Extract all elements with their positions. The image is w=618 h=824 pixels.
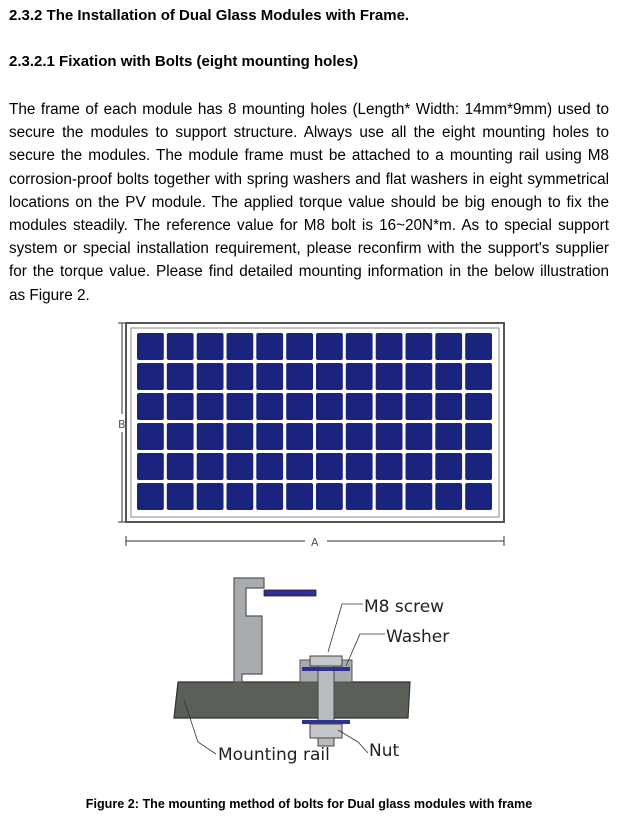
section-heading: 2.3.2 The Installation of Dual Glass Modules with Frame.: [9, 7, 410, 24]
solar-cell: [465, 393, 492, 420]
subsection-heading: 2.3.2.1 Fixation with Bolts (eight mounting holes): [9, 53, 359, 70]
solar-cell: [227, 393, 254, 420]
solar-cell: [286, 483, 313, 510]
solar-cell: [376, 363, 403, 390]
solar-cell: [316, 423, 343, 450]
solar-cell: [137, 393, 164, 420]
solar-cell: [137, 423, 164, 450]
solar-cell: [286, 393, 313, 420]
solar-cell: [167, 483, 194, 510]
m8-screw-label: M8 screw: [364, 597, 445, 617]
solar-cell: [167, 363, 194, 390]
solar-cell: [435, 333, 462, 360]
solar-cell: [465, 363, 492, 390]
solar-cell: [435, 453, 462, 480]
solar-cell: [406, 423, 433, 450]
solar-cell: [137, 483, 164, 510]
nut: [310, 724, 342, 738]
solar-cell: [197, 363, 224, 390]
solar-cell: [435, 483, 462, 510]
solar-cell: [286, 423, 313, 450]
dimension-b-label: B: [118, 418, 126, 431]
solar-cell: [435, 423, 462, 450]
solar-cell: [227, 423, 254, 450]
solar-cell: [197, 423, 224, 450]
solar-cell: [316, 363, 343, 390]
solar-cell: [256, 393, 283, 420]
solar-cell: [316, 393, 343, 420]
solar-cell: [376, 453, 403, 480]
solar-cell: [406, 483, 433, 510]
mounting-rail: [174, 682, 410, 718]
solar-cell: [346, 423, 373, 450]
solar-cell: [406, 453, 433, 480]
solar-cell: [256, 363, 283, 390]
solar-cell: [256, 453, 283, 480]
solar-cell: [227, 333, 254, 360]
solar-cell: [286, 453, 313, 480]
solar-cell: [346, 363, 373, 390]
solar-cell: [435, 363, 462, 390]
solar-cell: [286, 363, 313, 390]
solar-cell: [376, 483, 403, 510]
frame-bracket: [234, 578, 264, 682]
solar-cell: [167, 393, 194, 420]
solar-cell: [346, 483, 373, 510]
bolt-mounting-figure: [160, 572, 460, 772]
solar-cell: [137, 333, 164, 360]
figure-caption: Figure 2: The mounting method of bolts for Dual glass modules with frame: [85, 797, 533, 811]
solar-cell: [316, 333, 343, 360]
solar-cell: [346, 393, 373, 420]
module-glass-edge: [264, 590, 316, 596]
solar-cell: [406, 333, 433, 360]
solar-cell: [376, 333, 403, 360]
nut-label: Nut: [369, 741, 400, 761]
solar-cell: [465, 483, 492, 510]
solar-cell: [167, 453, 194, 480]
solar-cell: [406, 363, 433, 390]
solar-cell: [167, 333, 194, 360]
solar-cell: [256, 423, 283, 450]
solar-cell: [227, 483, 254, 510]
solar-cell: [346, 333, 373, 360]
solar-cell: [137, 363, 164, 390]
body-paragraph: The frame of each module has 8 mounting holes (Length* Width: 14mm*9mm) used to secure the modules to support structure. Always use all the eight mounting holes to secure the modules. The module frame must be attached to a mounting rail using M8 corrosion-proof bolts together with spring washers and flat washers in eight symmetrical locations on the PV module. The applied torque value should be big enough to fix the modules steadily. The reference value for M8 bolt is 16~20N*m. As to special support system or special installation requirement, please reconfirm with the support's supplier for the torque value. Please find detailed mounting information in the below illustration as Figure 2.: [9, 101, 609, 304]
solar-cell: [465, 423, 492, 450]
solar-cell: [197, 453, 224, 480]
solar-cell: [197, 333, 224, 360]
solar-cell: [227, 363, 254, 390]
solar-cell: [435, 393, 462, 420]
washer-label: Washer: [386, 627, 450, 647]
solar-cell: [406, 393, 433, 420]
solar-cell: [167, 423, 194, 450]
solar-cell: [256, 483, 283, 510]
dimension-a-label: A: [311, 536, 319, 549]
mounting-rail-label: Mounting rail: [218, 745, 330, 765]
solar-cell: [316, 453, 343, 480]
solar-cell: [376, 423, 403, 450]
solar-cell: [227, 453, 254, 480]
module-dimension-figure: [108, 320, 508, 550]
upper-washer: [302, 667, 350, 671]
solar-cell: [465, 333, 492, 360]
solar-cell: [256, 333, 283, 360]
lower-washer: [302, 720, 350, 724]
solar-cell: [197, 393, 224, 420]
solar-cell: [286, 333, 313, 360]
solar-cell: [197, 483, 224, 510]
solar-cell: [465, 453, 492, 480]
solar-cell: [316, 483, 343, 510]
solar-cell: [346, 453, 373, 480]
solar-cell: [137, 453, 164, 480]
solar-cell: [376, 393, 403, 420]
